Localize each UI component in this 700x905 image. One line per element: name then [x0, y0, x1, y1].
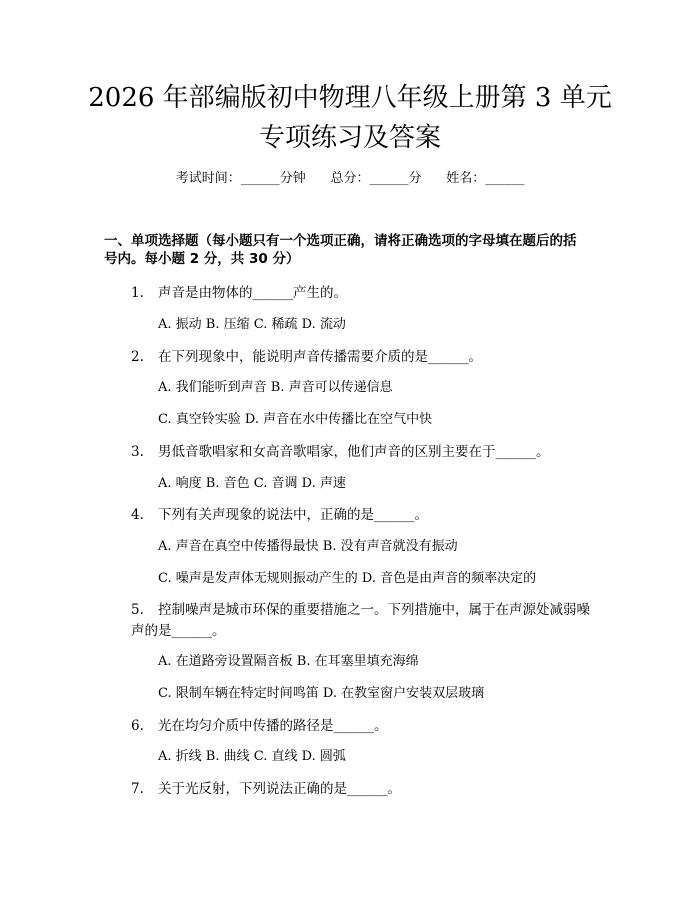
question-text: 光在均匀介质中传播的路径是______。 [158, 718, 388, 734]
exam-info-line: 考试时间：______分钟 总分：______分 姓名：______ [175, 171, 525, 186]
question-options: C. 噪声是发声体无规则振动产生的 D. 音色是由声音的频率决定的 [158, 571, 537, 586]
question-number: 4. [131, 507, 144, 523]
question-number: 6. [131, 718, 144, 734]
question-number: 3. [131, 444, 144, 460]
question-options: C. 限制车辆在特定时间鸣笛 D. 在教室窗户安装双层玻璃 [158, 686, 485, 701]
section-heading-line1: 一、单项选择题（每小题只有一个选项正确，请将正确选项的字母填在题后的括 [104, 233, 577, 249]
question-number: 1. [131, 285, 144, 301]
question-text: 下列有关声现象的说法中，正确的是______。 [158, 507, 428, 523]
question-text: 关于光反射，下列说法正确的是______。 [158, 781, 401, 797]
question-options: A. 振动 B. 压缩 C. 稀疏 D. 流动 [158, 317, 346, 332]
document-title-line1: 2026 年部编版初中物理八年级上册第 3 单元 [88, 83, 612, 113]
question-text-continued: 声的是______。 [131, 623, 226, 639]
question-options: A. 在道路旁设置隔音板 B. 在耳塞里填充海绵 [158, 654, 419, 669]
question-options: A. 折线 B. 曲线 C. 直线 D. 圆弧 [158, 749, 346, 764]
question-options: A. 响度 B. 音色 C. 音调 D. 声速 [158, 476, 346, 491]
question-number: 5. [131, 602, 144, 618]
question-text: 控制噪声是城市环保的重要措施之一。下列措施中，属于在声源处减弱噪 [158, 602, 590, 618]
question-options: C. 真空铃实验 D. 声音在水中传播比在空气中快 [158, 412, 433, 427]
question-text: 男低音歌唱家和女高音歌唱家，他们声音的区别主要在于______。 [158, 444, 550, 460]
question-options: A. 我们能听到声音 B. 声音可以传递信息 [158, 380, 393, 395]
document-title-line2: 专项练习及答案 [258, 123, 441, 153]
question-options: A. 声音在真空中传播得最快 B. 没有声音就没有振动 [158, 539, 458, 554]
question-number: 2. [131, 349, 144, 365]
question-number: 7. [131, 781, 144, 797]
question-text: 声音是由物体的______产生的。 [158, 285, 347, 301]
section-heading-line2: 号内。每小题 2 分，共 30 分） [104, 251, 300, 267]
question-text: 在下列现象中，能说明声音传播需要介质的是______。 [158, 349, 482, 365]
